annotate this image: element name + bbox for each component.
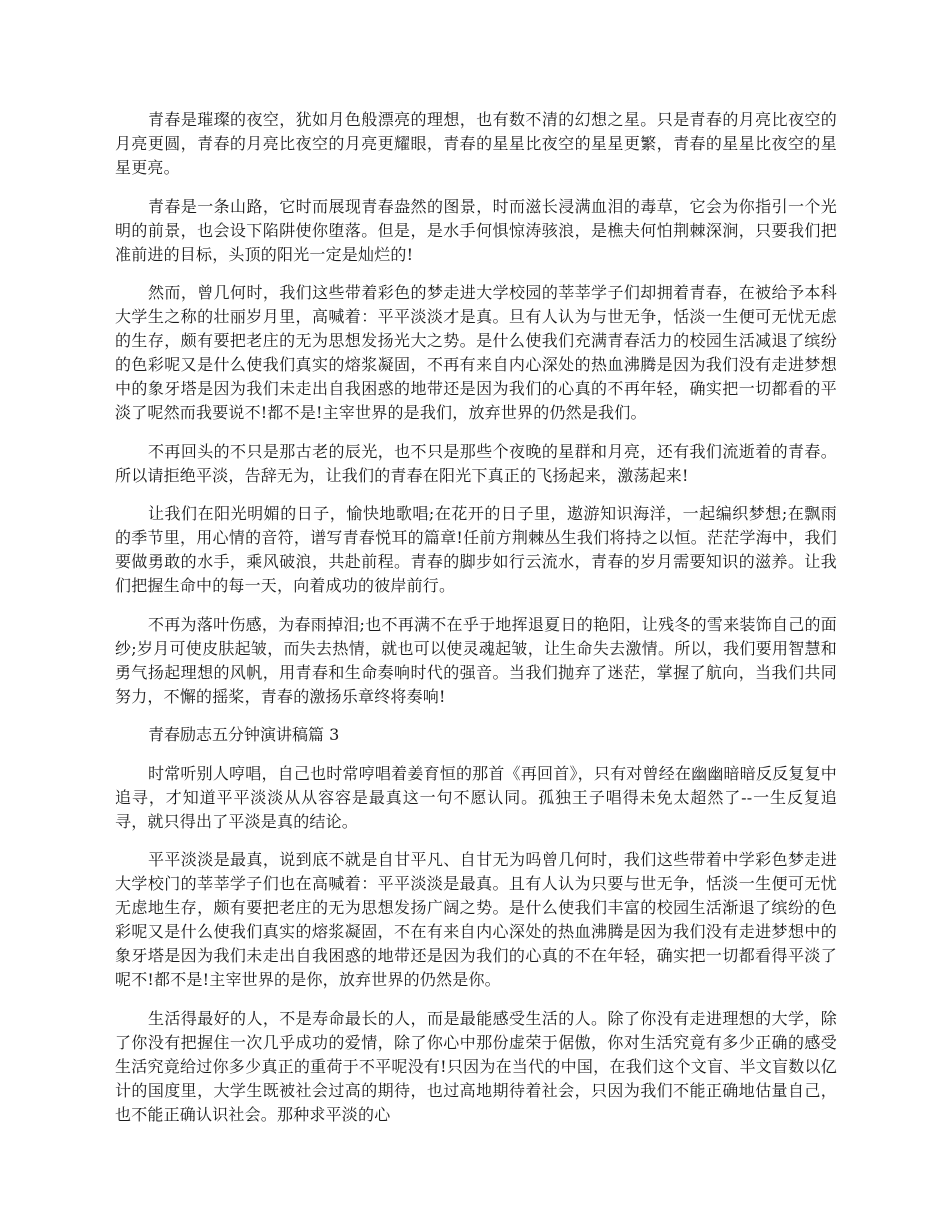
paragraph: 不再回头的不只是那古老的辰光，也不只是那些个夜晚的星群和月亮，还有我们流逝着的青春。所以请拒绝平淡，告辞无为，让我们的青春在阳光下真正的飞扬起来，激荡起来! bbox=[115, 441, 837, 485]
paragraph: 然而，曾几何时，我们这些带着彩色的梦走进大学校园的莘莘学子们却拥着青春，在被给予本科大学生之称的壮丽岁月里，高喊着：平平淡淡才是真。旦有人认为与世无争，恬淡一生便可无忧无虑的生存，颇有要把老庄的无为思想发扬光大之势。是什么使我们充满青春活力的校园生活减退了缤纷的色彩呢又是什么使我们真实的熔浆凝固，不再有来自内心深处的热血沸腾是因为我们没有走进梦想中的象牙塔是因为我们未走出自我困惑的地带还是因为我们的心真的不再年轻，确实把一切都看的平淡了呢然而我要说不!都不是!主宰世界的是我们，放弃世界的仍然是我们。 bbox=[115, 283, 837, 422]
paragraph: 生活得最好的人，不是寿命最长的人，而是最能感受生活的人。除了你没有走进理想的大学，除了你没有把握住一次几乎成功的爱情，除了你心中那份虚荣于倨傲，你对生活究竟有多少正确的感受生活究竟给过你多少真正的重荷于不平呢没有!只因为在当代的中国，在我们这个文盲、半文盲数以亿计的国度里，大学生既被社会过高的期待，也过高地期待着社会，只因为我们不能正确地估量自己，也不能正确认识社会。那种求平淡的心 bbox=[115, 1008, 837, 1124]
document-body bbox=[115, 108, 837, 1141]
paragraph: 青春是一条山路，它时而展现青春盎然的图景，时而滋长浸满血泪的毒草，它会为你指引一个光明的前景，也会设下陷阱使你堕落。但是，是水手何惧惊涛骇浪，是樵夫何怕荆棘深涧，只要我们把准前进的目标，头顶的阳光一定是灿烂的! bbox=[115, 196, 837, 264]
section-heading: 青春励志五分钟演讲稿篇 3 bbox=[148, 725, 340, 744]
paragraph: 青春是璀璨的夜空，犹如月色般漂亮的理想，也有数不清的幻想之星。只是青春的月亮比夜空的月亮更圆，青春的月亮比夜空的月亮更耀眼，青春的星星比夜空的星星更繁，青春的星星比夜空的星星更亮。 bbox=[115, 110, 837, 177]
paragraph: 时常听别人哼唱，自己也时常哼唱着姜育恒的那首《再回首》，只有对曾经在幽幽暗暗反反复复中追寻，才知道平平淡淡从从容容是最真这一句不愿认同。孤独王子唱得未免太超然了--一生反复追寻，就只得出了平淡是真的结论。 bbox=[115, 763, 837, 831]
paragraph: 不再为落叶伤感，为春雨掉泪;也不再满不在乎于地挥退夏日的艳阳，让残冬的雪来装饰自己的面纱;岁月可使皮肤起皱，而失去热情，就也可以使灵魂起皱，让生命失去激情。所以，我们要用智慧和勇气扬起理想的风帆，用青春和生命奏响时代的强音。当我们抛弃了迷茫，掌握了航向，当我们共同努力，不懈的摇桨，青春的激扬乐章终将奏响! bbox=[115, 614, 837, 706]
paragraph: 平平淡淡是最真，说到底不就是自甘平凡、自甘无为吗曾几何时，我们这些带着中学彩色梦走进大学校门的莘莘学子们也在高喊着：平平淡淡是最真。且有人认为只要与世无争，恬淡一生便可无忧无虑地生存，颇有要把老庄的无为思想发扬广阔之势。是什么使我们丰富的校园生活渐退了缤纷的色彩呢又是什么使我们真实的熔浆凝固，不在有来自内心深处的热血沸腾是因为我们没有走进梦想中的象牙塔是因为我们未走出自我困惑的地带还是因为我们的心真的不在年轻，确实把一切都看得平淡了呢不!都不是!主宰世界的是你，放弃世界的仍然是你。 bbox=[115, 850, 837, 989]
paragraph: 让我们在阳光明媚的日子，愉快地歌唱;在花开的日子里，遨游知识海洋，一起编织梦想;在飘雨的季节里，用心情的音符，谱写青春悦耳的篇章!任前方荆棘丛生我们将持之以恒。茫茫学海中，我们要做勇敢的水手，乘风破浪，共赴前程。青春的脚步如行云流水，青春的岁月需要知识的滋养。让我们把握生命中的每一天，向着成功的彼岸前行。 bbox=[115, 504, 837, 595]
